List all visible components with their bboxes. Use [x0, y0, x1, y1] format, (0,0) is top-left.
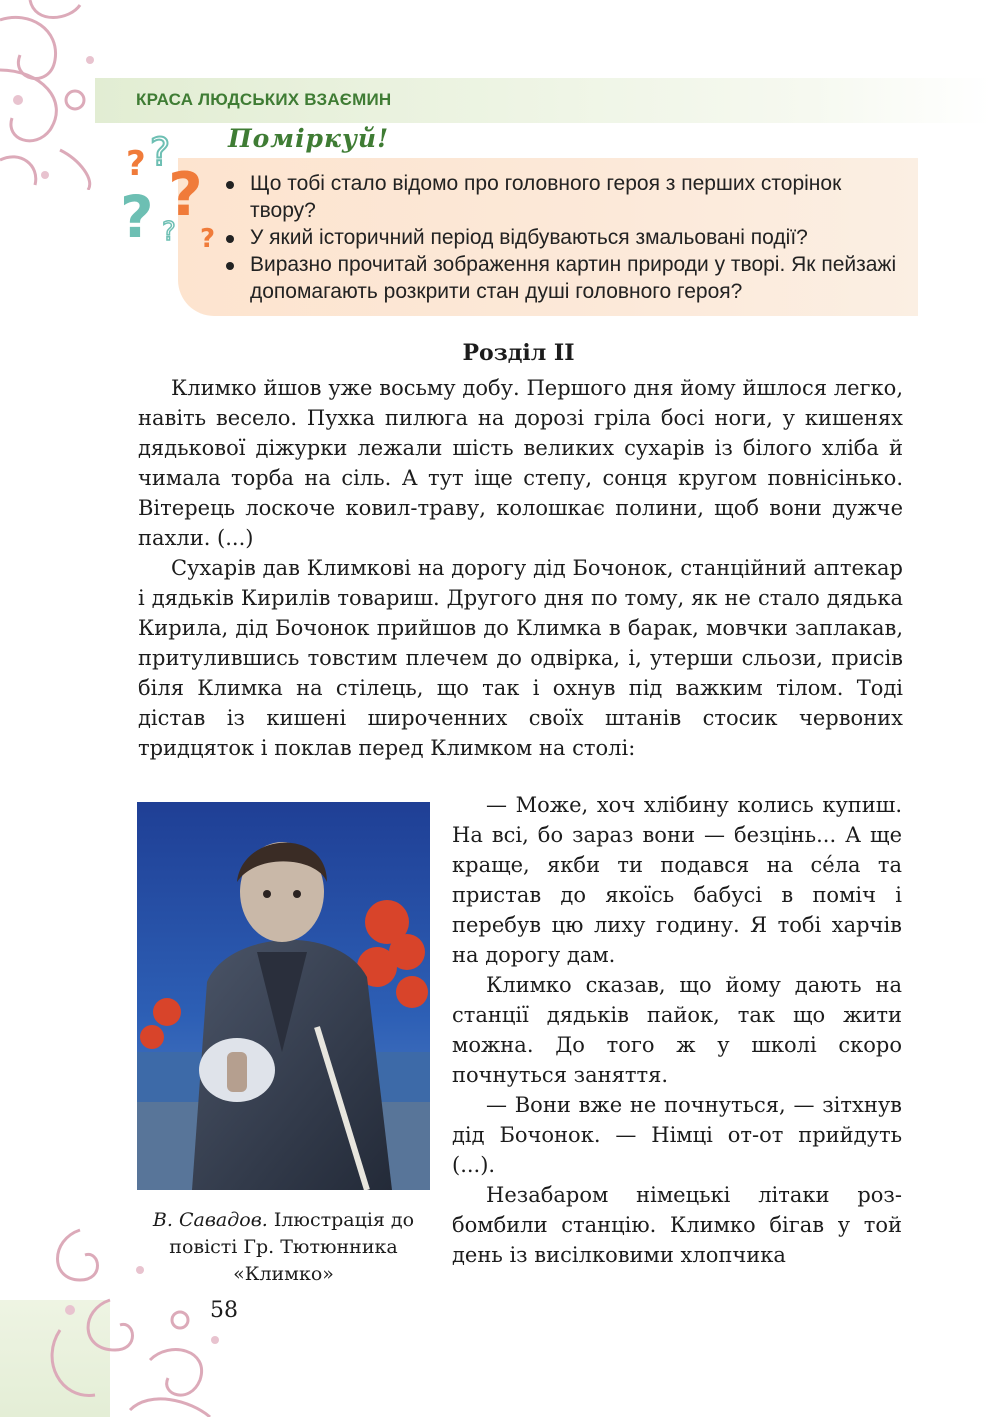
think-question: Виразно прочитай зображення картин природи у творі. Як пейзажі допомагають розкрити стан душі головного героя?	[222, 251, 912, 305]
paragraph: — Може, хоч хлібину колись купиш. На всі, бо зараз вони — безцінь... А ще краще, якби ти подався на сéла та пристав до якоїсь бабусі в поміч і перебув цю лиху годину. Я тобі харчів на дорогу дам.	[452, 793, 902, 967]
caption-author: В. Савадов.	[152, 1209, 268, 1231]
illustration-caption	[137, 1207, 430, 1288]
svg-text:?: ?	[168, 160, 203, 230]
svg-text:?: ?	[120, 183, 154, 251]
svg-text:?: ?	[150, 130, 171, 174]
think-question-list	[222, 170, 912, 305]
section-heading: Розділ ІІ	[462, 340, 575, 366]
think-question: Що тобі стало відомо про головного героя з перших сторінок твору?	[222, 170, 912, 224]
side-text	[452, 790, 902, 1270]
paragraph: — Вони вже не почнуться, — зітхнув дід Бочонок. — Німці от-от прийдуть (...).	[452, 1093, 902, 1177]
think-title: Поміркуй!	[228, 124, 390, 153]
question-marks-icon	[120, 125, 220, 255]
paragraph: Сухарів дав Климкові на дорогу дід Бочонок, станційний аптекар і дядьків Кирилів товариш. Другого дня по тому, як не стало дядька Кирила, дід Бочонок прийшов до Климка в барак, мовчки заплакав, притулившись товстим плечем до одвірка, і, утерши сльози, присів біля Климка на стілець, що так і охнув під важким тілом. Тоді дістав із кишені широченних своїх штанів стосик червоних тридцяток і поклав перед Климком на столі:	[138, 556, 903, 760]
corner-ornament-icon	[0, 0, 110, 190]
paragraph: Климко сказав, що йому дають на станції дядьків пайок, так що жити можна. До того ж у школі скоро почнуться заняття.	[452, 973, 902, 1087]
main-text	[138, 373, 903, 763]
section-header-title: КРАСА ЛЮДСЬКИХ ВЗАЄМИН	[136, 90, 392, 109]
paragraph: Климко йшов уже восьму добу. Першого дня йому йшлося легко, навіть весело. Пухка пилюга на дорозі гріла босі ноги, у кишенях дядькової діжурки лежали шість великих сухарів із білого хліба й чимала торба на сіль. А тут іще степу, сонця кругом повнісінько. Вітерець лоскоче ковил-траву, колошкає полини, щоб вони дужче пахли. (...)	[138, 376, 903, 550]
illustration-image	[137, 802, 430, 1190]
think-question: У який історичний період відбуваються змальовані події?	[222, 224, 912, 251]
caption-text: Ілюстрація до повісті Гр. Тютюнника «Климко»	[169, 1209, 415, 1285]
page-number: 58	[210, 1298, 238, 1323]
svg-text:?: ?	[200, 224, 216, 254]
paragraph: Незабаром німецькі літаки розбомбили станцію. Климко бігав у той день із висілковими хлопчика	[452, 1183, 902, 1267]
svg-text:?: ?	[162, 217, 176, 247]
svg-text:?: ?	[126, 144, 146, 184]
